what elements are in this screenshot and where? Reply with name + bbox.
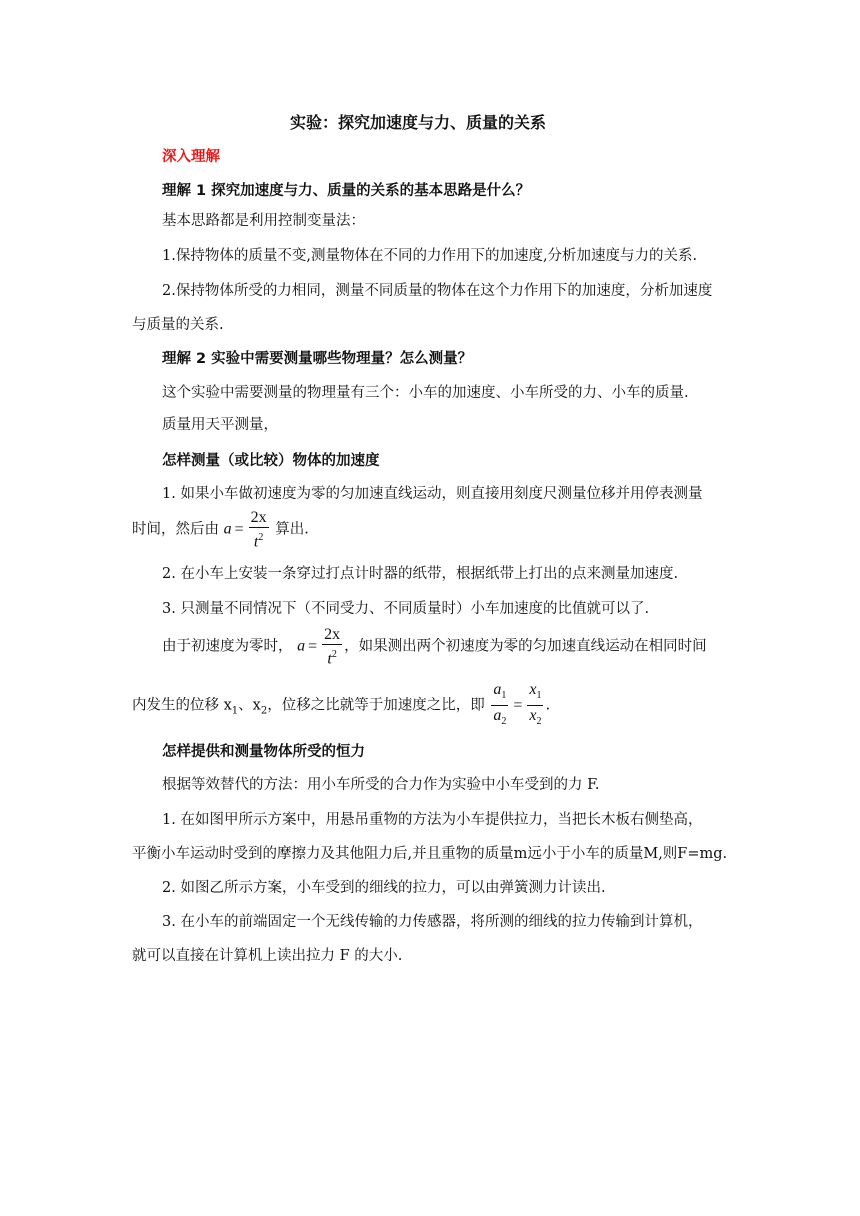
force-item-3-line-1: 3. 在小车的前端固定一个无线传输的力传感器，将所测的细线的拉力传输到计算机， bbox=[162, 914, 703, 930]
accel-item-1-line-1: 1. 如果小车做初速度为零的匀加速直线运动，则直接用刻度尺测量位移并用停表测量 bbox=[162, 486, 703, 502]
formula-equals: = bbox=[234, 520, 244, 538]
fraction-x2-subscript: 2 bbox=[536, 716, 542, 728]
ratio-equals: = bbox=[513, 696, 523, 714]
fraction-x1-over-x2 bbox=[527, 680, 543, 731]
q2-paragraph-2: 质量用天平测量， bbox=[162, 417, 278, 433]
force-item-2: 2. 如图乙所示方案，小车受到的细线的拉力，可以由弹簧测力计读出. bbox=[162, 880, 606, 896]
q1-point-2-line-2: 与质量的关系. bbox=[132, 317, 224, 333]
squared-exponent: 2 bbox=[258, 532, 264, 543]
fraction-a1-over-a2 bbox=[491, 680, 508, 731]
force-intro: 根据等效替代的方法：用小车所受的合力作为实验中小车受到的力 F. bbox=[162, 777, 600, 793]
acceleration-heading: 怎样测量（或比较）物体的加速度 bbox=[162, 453, 380, 469]
displacement-prefix: 内发生的位移 x bbox=[132, 697, 232, 714]
question-1-heading: 理解 1 探究加速度与力、质量的关系的基本思路是什么？ bbox=[162, 183, 531, 199]
fraction-x1: x bbox=[529, 681, 537, 698]
formula-equals-2: = bbox=[308, 637, 318, 655]
fraction-denominator-2: t bbox=[327, 650, 332, 668]
fraction-x2: x bbox=[529, 707, 537, 725]
q1-intro: 基本思路都是利用控制变量法： bbox=[162, 213, 365, 229]
zero-velocity-suffix: ，如果测出两个初速度为零的匀加速直线运动在相同时间 bbox=[344, 638, 707, 655]
accel-displacement-line bbox=[132, 680, 550, 731]
fraction-a1-subscript: 1 bbox=[501, 690, 507, 702]
accel-item-2: 2. 在小车上安装一条穿过打点计时器的纸带，根据纸带上打出的点来测量加速度. bbox=[162, 566, 679, 582]
q2-paragraph-1: 这个实验中需要测量的物理量有三个：小车的加速度、小车所受的力、小车的质量. bbox=[162, 385, 689, 401]
displacement-end: . bbox=[545, 697, 551, 714]
formula-a-symbol-2: a bbox=[297, 637, 306, 655]
force-heading: 怎样提供和测量物体所受的恒力 bbox=[162, 744, 365, 760]
force-item-1-line-2: 平衡小车运动时受到的摩擦力及其他阻力后,并且重物的质量m远小于小车的质量M,则F=mg. bbox=[132, 846, 728, 862]
q1-point-1: 1.保持物体的质量不变,测量物体在不同的力作用下的加速度,分析加速度与力的关系. bbox=[162, 248, 698, 264]
force-item-1-line-1: 1. 在如图甲所示方案中，用悬吊重物的方法为小车提供拉力，当把长木板右侧垫高， bbox=[162, 812, 703, 828]
formula-a-symbol: a bbox=[223, 520, 232, 538]
accel-zero-velocity-line bbox=[162, 625, 707, 668]
q1-point-2-line-1: 2.保持物体所受的力相同，测量不同质量的物体在这个力作用下的加速度，分析加速度 bbox=[162, 283, 713, 299]
fraction-numerator-2: 2x bbox=[324, 626, 341, 643]
fraction-numerator: 2x bbox=[250, 509, 267, 526]
fraction-x1-subscript: 1 bbox=[536, 690, 542, 702]
force-item-3-line-2: 就可以直接在计算机上读出拉力 F 的大小. bbox=[132, 948, 403, 964]
accel-item-1-prefix: 时间，然后由 bbox=[132, 521, 219, 538]
subscript-1: 1 bbox=[231, 705, 239, 717]
accel-item-1-suffix: 算出. bbox=[275, 521, 309, 538]
fraction-2x-over-t-squared-2 bbox=[322, 625, 342, 668]
fraction-a2: a bbox=[493, 707, 502, 725]
page-title: 实验：探究加速度与力、质量的关系 bbox=[290, 113, 547, 132]
question-2-heading: 理解 2 实验中需要测量哪些物理量？怎么测量？ bbox=[162, 351, 473, 367]
section-heading: 深入理解 bbox=[162, 149, 220, 165]
fraction-a2-subscript: 2 bbox=[501, 716, 507, 728]
accel-item-3: 3. 只测量不同情况下（不同受力、不同质量时）小车加速度的比值就可以了. bbox=[162, 601, 650, 617]
fraction-a1: a bbox=[493, 681, 502, 698]
accel-item-1-line-2 bbox=[132, 508, 309, 551]
fraction-2x-over-t-squared bbox=[249, 508, 269, 551]
displacement-suffix: ，位移之比就等于加速度之比，即 bbox=[267, 697, 485, 714]
squared-exponent-2: 2 bbox=[331, 649, 337, 660]
fraction-denominator: t bbox=[253, 533, 259, 551]
displacement-mid: 、x bbox=[238, 697, 261, 714]
subscript-2: 2 bbox=[260, 705, 268, 717]
zero-velocity-prefix: 由于初速度为零时， bbox=[162, 638, 293, 655]
